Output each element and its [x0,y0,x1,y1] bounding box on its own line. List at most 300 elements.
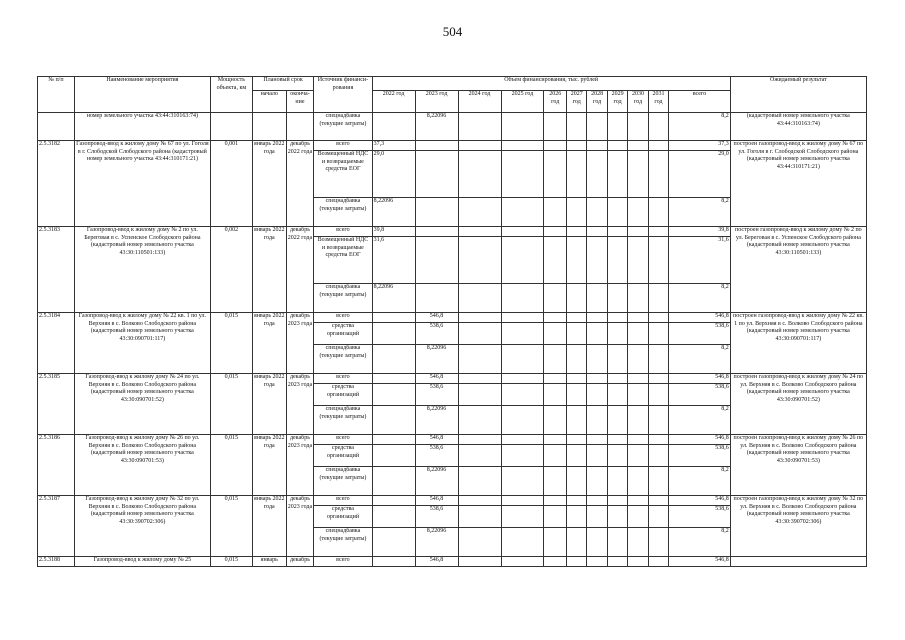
row-source: Возмещенный НДС и возвращаемые средства ЕОГ [314,237,372,284]
row-source: всего [314,313,372,323]
row-empty-year [628,435,648,445]
row-empty-year [607,345,627,374]
row-empty-year [544,496,567,506]
row-y2023: 8,22096 [415,345,458,374]
row-start: январь 2022 года [252,374,286,435]
header-year-2028: 2028 год [587,91,607,113]
header-period: Плановый срок [252,77,313,91]
carry-source: спецнадбавка (текущие затраты) [314,113,372,141]
row-empty-year [628,528,648,557]
header-year-2025: 2025 год [501,91,544,113]
row-empty-year [544,506,567,528]
row-empty-year [566,384,586,406]
row-empty-year [648,384,668,406]
row-empty-year [566,406,586,435]
row-empty-year [544,323,567,345]
header-year-2029: 2029 год [607,91,627,113]
row-empty-year [544,198,567,227]
row-empty-year [458,435,501,445]
row-start: январь 2022 года [252,435,286,496]
header-name: Наименование мероприятия [74,77,210,113]
row-capacity: 0,015 [210,496,252,557]
row-total: 546,8 [669,496,731,506]
row-empty-year [458,151,501,198]
row-total: 538,6 [669,323,731,345]
table-row-partial [38,557,867,567]
table-row [38,227,867,237]
row-empty-year [566,445,586,467]
row-y2022 [372,445,415,467]
row-empty-year [607,237,627,284]
row-empty-year [607,384,627,406]
row-number: 2.5.3185 [38,374,75,435]
row-empty-year [544,313,567,323]
row-source: всего [314,141,372,151]
row-y2023: 538,6 [415,506,458,528]
row-empty-year [628,445,648,467]
header-end: оконча- ние [286,91,314,113]
row-y2022 [372,313,415,323]
row-empty-year [458,141,501,151]
row-empty-year [607,313,627,323]
row-source: спецнадбавка (текущие затраты) [314,467,372,496]
financing-table [37,76,867,567]
row-empty-year [607,227,627,237]
last-y2022 [372,557,415,567]
last-empty-year [607,557,627,567]
row-empty-year [501,467,544,496]
row-empty-year [566,284,586,313]
row-y2023: 546,8 [415,313,458,323]
row-total: 546,8 [669,374,731,384]
row-empty-year [587,384,607,406]
row-empty-year [607,528,627,557]
row-empty-year [648,237,668,284]
row-y2023: 546,8 [415,374,458,384]
row-empty-year [587,435,607,445]
last-empty-year [566,557,586,567]
row-end: декабрь 2022 года [286,141,314,227]
row-end: декабрь 2023 года [286,496,314,557]
row-source: спецнадбавка (текущие затраты) [314,528,372,557]
row-empty-year [648,313,668,323]
row-empty-year [544,445,567,467]
row-empty-year [607,374,627,384]
last-start: январь [252,557,286,567]
last-source: всего [314,557,372,567]
row-empty-year [628,198,648,227]
row-empty-year [566,467,586,496]
row-empty-year [458,506,501,528]
row-empty-year [501,528,544,557]
last-end: декабрь [286,557,314,567]
row-empty-year [587,345,607,374]
row-empty-year [458,496,501,506]
row-empty-year [587,313,607,323]
row-y2022 [372,384,415,406]
last-y2023: 546,8 [415,557,458,567]
row-total: 8,2 [669,198,731,227]
row-empty-year [566,323,586,345]
row-number: 2.5.3186 [38,435,75,496]
row-empty-year [648,445,668,467]
row-empty-year [458,198,501,227]
row-name: Газопровод-ввод к жилому дому № 22 кв. 1 по ул. Верхняя в с. Волково Слободского района (кадастровый номер земельного участка 43:30:090701:117) [74,313,210,374]
row-y2023 [415,227,458,237]
row-number: 2.5.3184 [38,313,75,374]
row-empty-year [648,345,668,374]
row-total: 31,6 [669,237,731,284]
row-y2023: 8,22096 [415,467,458,496]
row-empty-year [501,323,544,345]
page-number: 504 [442,24,463,39]
row-y2022 [372,323,415,345]
row-empty-year [501,384,544,406]
row-empty-year [628,227,648,237]
row-y2023 [415,284,458,313]
row-empty-year [544,237,567,284]
row-end: декабрь 2023 года [286,374,314,435]
row-empty-year [648,374,668,384]
row-empty-year [628,506,648,528]
row-source: спецнадбавка (текущие затраты) [314,284,372,313]
row-empty-year [628,374,648,384]
row-empty-year [587,496,607,506]
row-empty-year [501,198,544,227]
row-empty-year [458,345,501,374]
row-empty-year [544,435,567,445]
row-total: 546,8 [669,313,731,323]
row-source: Возмещенный НДС и возвращаемые средства ЕОГ [314,151,372,198]
header-total: всего [669,91,731,113]
row-empty-year [607,141,627,151]
row-empty-year [607,467,627,496]
row-empty-year [566,345,586,374]
row-start: январь 2022 года [252,313,286,374]
row-empty-year [648,141,668,151]
row-result: построен газопровод-ввод к жилому дому № 32 по ул. Верхняя в с. Волково Слободского района (кадастровый номер земельного участка 43:30:390702:306) [730,496,866,557]
row-y2022 [372,345,415,374]
row-empty-year [587,151,607,198]
row-empty-year [544,141,567,151]
carry-y2023: 8,22096 [415,113,458,141]
row-empty-year [544,284,567,313]
row-capacity: 0,002 [210,227,252,313]
row-empty-year [648,467,668,496]
row-number: 2.5.3182 [38,141,75,227]
row-source: средства организаций [314,323,372,345]
last-total: 546,8 [669,557,731,567]
row-empty-year [458,374,501,384]
row-result: построен газопровод-ввод к жилому дому № 67 по ул. Гоголя в г. Слободской Слободского района (кадастровый номер земельного участка 43:44:310171:21) [730,141,866,227]
table-row [38,313,867,323]
row-source: спецнадбавка (текущие затраты) [314,406,372,435]
row-empty-year [501,237,544,284]
row-empty-year [501,141,544,151]
row-empty-year [458,384,501,406]
row-y2022: 8,22096 [372,198,415,227]
row-total: 8,2 [669,528,731,557]
row-end: декабрь 2022 года [286,227,314,313]
carry-result: (кадастровый номер земельного участка 43:44:310163:74) [730,113,866,141]
row-empty-year [607,198,627,227]
row-empty-year [501,151,544,198]
row-empty-year [648,284,668,313]
last-capacity: 0,015 [210,557,252,567]
header-start: начало [252,91,286,113]
row-y2023: 546,8 [415,435,458,445]
row-empty-year [566,237,586,284]
row-y2023: 538,6 [415,445,458,467]
row-y2023: 538,6 [415,384,458,406]
row-result: построен газопровод-ввод к жилому дому № 22 кв. 1 по ул. Верхняя в с. Волково Слободского района (кадастровый номер земельного участка 43:30:090701:117) [730,313,866,374]
row-empty-year [587,227,607,237]
row-empty-year [607,151,627,198]
row-empty-year [566,151,586,198]
row-empty-year [607,435,627,445]
row-empty-year [566,141,586,151]
row-empty-year [628,237,648,284]
row-y2023: 538,6 [415,323,458,345]
row-empty-year [501,284,544,313]
last-empty-year [587,557,607,567]
row-empty-year [587,406,607,435]
last-empty-year [628,557,648,567]
row-empty-year [648,496,668,506]
row-total: 538,6 [669,384,731,406]
row-empty-year [628,496,648,506]
row-empty-year [458,406,501,435]
row-empty-year [648,151,668,198]
row-empty-year [501,445,544,467]
row-total: 39,8 [669,227,731,237]
row-empty-year [648,198,668,227]
row-y2022: 37,3 [372,141,415,151]
row-empty-year [607,506,627,528]
row-empty-year [544,374,567,384]
table-row [38,435,867,445]
row-empty-year [648,506,668,528]
row-source: средства организаций [314,506,372,528]
row-empty-year [544,345,567,374]
table-row [38,141,867,151]
row-empty-year [587,374,607,384]
header-source: Источник финанси- рования [314,77,372,113]
row-source: спецнадбавка (текущие затраты) [314,345,372,374]
row-result: построен газопровод-ввод к жилому дому № 26 по ул. Верхняя в с. Волково Слободского района (кадастровый номер земельного участка 43:30:090701:53) [730,435,866,496]
row-y2022 [372,496,415,506]
row-empty-year [587,141,607,151]
row-y2022: 31,6 [372,237,415,284]
row-total: 546,8 [669,435,731,445]
carry-total: 8,2 [669,113,731,141]
row-empty-year [458,445,501,467]
row-empty-year [501,406,544,435]
table-row [38,374,867,384]
row-empty-year [607,445,627,467]
row-empty-year [648,227,668,237]
row-y2023: 8,22096 [415,528,458,557]
row-empty-year [587,445,607,467]
row-y2022 [372,435,415,445]
row-empty-year [628,313,648,323]
row-empty-year [628,141,648,151]
row-start: январь 2022 года [252,141,286,227]
row-empty-year [501,313,544,323]
row-empty-year [544,467,567,496]
row-empty-year [501,374,544,384]
row-name: Газопровод-ввод к жилому дому № 67 по ул. Гоголя в г. Слободской Слободского района (кадастровый номер земельного участка 43:44:310171:21) [74,141,210,227]
row-y2022 [372,467,415,496]
row-empty-year [587,506,607,528]
header-year-2031: 2031 год [648,91,668,113]
row-empty-year [501,506,544,528]
row-empty-year [628,345,648,374]
last-empty-year [648,557,668,567]
row-y2023 [415,237,458,284]
row-empty-year [587,528,607,557]
row-empty-year [566,506,586,528]
row-y2022 [372,506,415,528]
row-capacity: 0,001 [210,141,252,227]
row-y2022 [372,528,415,557]
row-empty-year [628,467,648,496]
row-total: 538,6 [669,445,731,467]
row-empty-year [458,467,501,496]
row-name: Газопровод-ввод к жилому дому № 26 по ул. Верхняя в с. Волково Слободского района (кадастровый номер земельного участка 43:30:090701:53) [74,435,210,496]
row-empty-year [501,435,544,445]
row-empty-year [458,227,501,237]
row-empty-year [587,237,607,284]
row-name: Газопровод-ввод к жилому дому № 2 по ул. Береговая в с. Успенское Слободского района (кадастровый номер земельного участка 43:30:110501:133) [74,227,210,313]
row-empty-year [501,345,544,374]
row-empty-year [544,151,567,198]
row-name: Газопровод-ввод к жилому дому № 24 по ул. Верхняя в с. Волково Слободского района (кадастровый номер земельного участка 43:30:090701:52) [74,374,210,435]
row-source: средства организаций [314,445,372,467]
row-y2022: 39,8 [372,227,415,237]
row-empty-year [566,374,586,384]
row-end: декабрь 2023 года [286,313,314,374]
row-empty-year [566,435,586,445]
row-empty-year [607,406,627,435]
row-empty-year [566,528,586,557]
row-start: январь 2022 года [252,227,286,313]
row-total: 29,0 [669,151,731,198]
row-y2023 [415,151,458,198]
row-capacity: 0,015 [210,435,252,496]
row-source: всего [314,374,372,384]
row-result: построен газопровод-ввод к жилому дому № 24 по ул. Верхняя в с. Волково Слободского района (кадастровый номер земельного участка 43:30:090701:52) [730,374,866,435]
row-empty-year [458,237,501,284]
row-empty-year [566,313,586,323]
row-empty-year [501,227,544,237]
row-empty-year [566,198,586,227]
row-source: спецнадбавка (текущие затраты) [314,198,372,227]
row-number: 2.5.3187 [38,496,75,557]
row-empty-year [566,496,586,506]
row-total: 8,2 [669,406,731,435]
row-empty-year [587,198,607,227]
header-year-2027: 2027 год [566,91,586,113]
row-source: всего [314,435,372,445]
row-empty-year [544,384,567,406]
row-empty-year [501,496,544,506]
last-result [730,557,866,567]
row-capacity: 0,015 [210,374,252,435]
row-result: построен газопровод-ввод к жилому дому № 2 по ул. Береговая в с. Успенское Слободского района (кадастровый номер земельного участка 43:30:110501:133) [730,227,866,313]
carry-name: номер земельного участка 43:44:310163:74) [74,113,210,141]
carry-over-row [38,113,867,141]
row-empty-year [628,323,648,345]
row-empty-year [648,528,668,557]
row-source: средства организаций [314,384,372,406]
row-y2023 [415,141,458,151]
row-empty-year [628,384,648,406]
row-empty-year [607,323,627,345]
row-empty-year [458,528,501,557]
header-year-2030: 2030 год [628,91,648,113]
header-year-2024: 2024 год [458,91,501,113]
row-empty-year [587,284,607,313]
header-year-2023: 2023 год [415,91,458,113]
row-empty-year [566,227,586,237]
row-y2022 [372,374,415,384]
row-empty-year [607,496,627,506]
header-result: Ожидаемый результат [730,77,866,113]
row-end: декабрь 2023 года [286,435,314,496]
row-total: 538,6 [669,506,731,528]
header-year-2026: 2026 год [544,91,567,113]
row-y2022: 29,0 [372,151,415,198]
header-capacity: Мощность объекта, км [210,77,252,113]
table-row [38,496,867,506]
header-year-2022: 2022 год [372,91,415,113]
row-capacity: 0,015 [210,313,252,374]
row-empty-year [544,406,567,435]
last-number: 2.5.3188 [38,557,75,567]
row-total: 8,2 [669,284,731,313]
row-y2023: 546,8 [415,496,458,506]
row-y2022 [372,406,415,435]
row-empty-year [458,323,501,345]
row-total: 8,2 [669,345,731,374]
header-volume: Объем финансирования, тыс. рублей [372,77,730,91]
row-total: 37,3 [669,141,731,151]
row-name: Газопровод-ввод к жилому дому № 32 по ул. Верхняя в с. Волково Слободского района (кадастровый номер земельного участка 43:30:390702:306) [74,496,210,557]
row-empty-year [648,323,668,345]
last-empty-year [544,557,567,567]
row-number: 2.5.3183 [38,227,75,313]
row-empty-year [628,151,648,198]
row-empty-year [544,528,567,557]
row-empty-year [458,313,501,323]
row-y2023: 8,22096 [415,406,458,435]
row-source: всего [314,496,372,506]
row-empty-year [458,284,501,313]
row-empty-year [544,227,567,237]
row-total: 8,2 [669,467,731,496]
last-empty-year [501,557,544,567]
row-empty-year [587,467,607,496]
row-empty-year [648,435,668,445]
row-start: январь 2022 года [252,496,286,557]
row-empty-year [607,284,627,313]
last-name: Газопровод-ввод к жилому дому № 25 [74,557,210,567]
row-empty-year [648,406,668,435]
row-y2023 [415,198,458,227]
row-source: всего [314,227,372,237]
row-empty-year [628,406,648,435]
